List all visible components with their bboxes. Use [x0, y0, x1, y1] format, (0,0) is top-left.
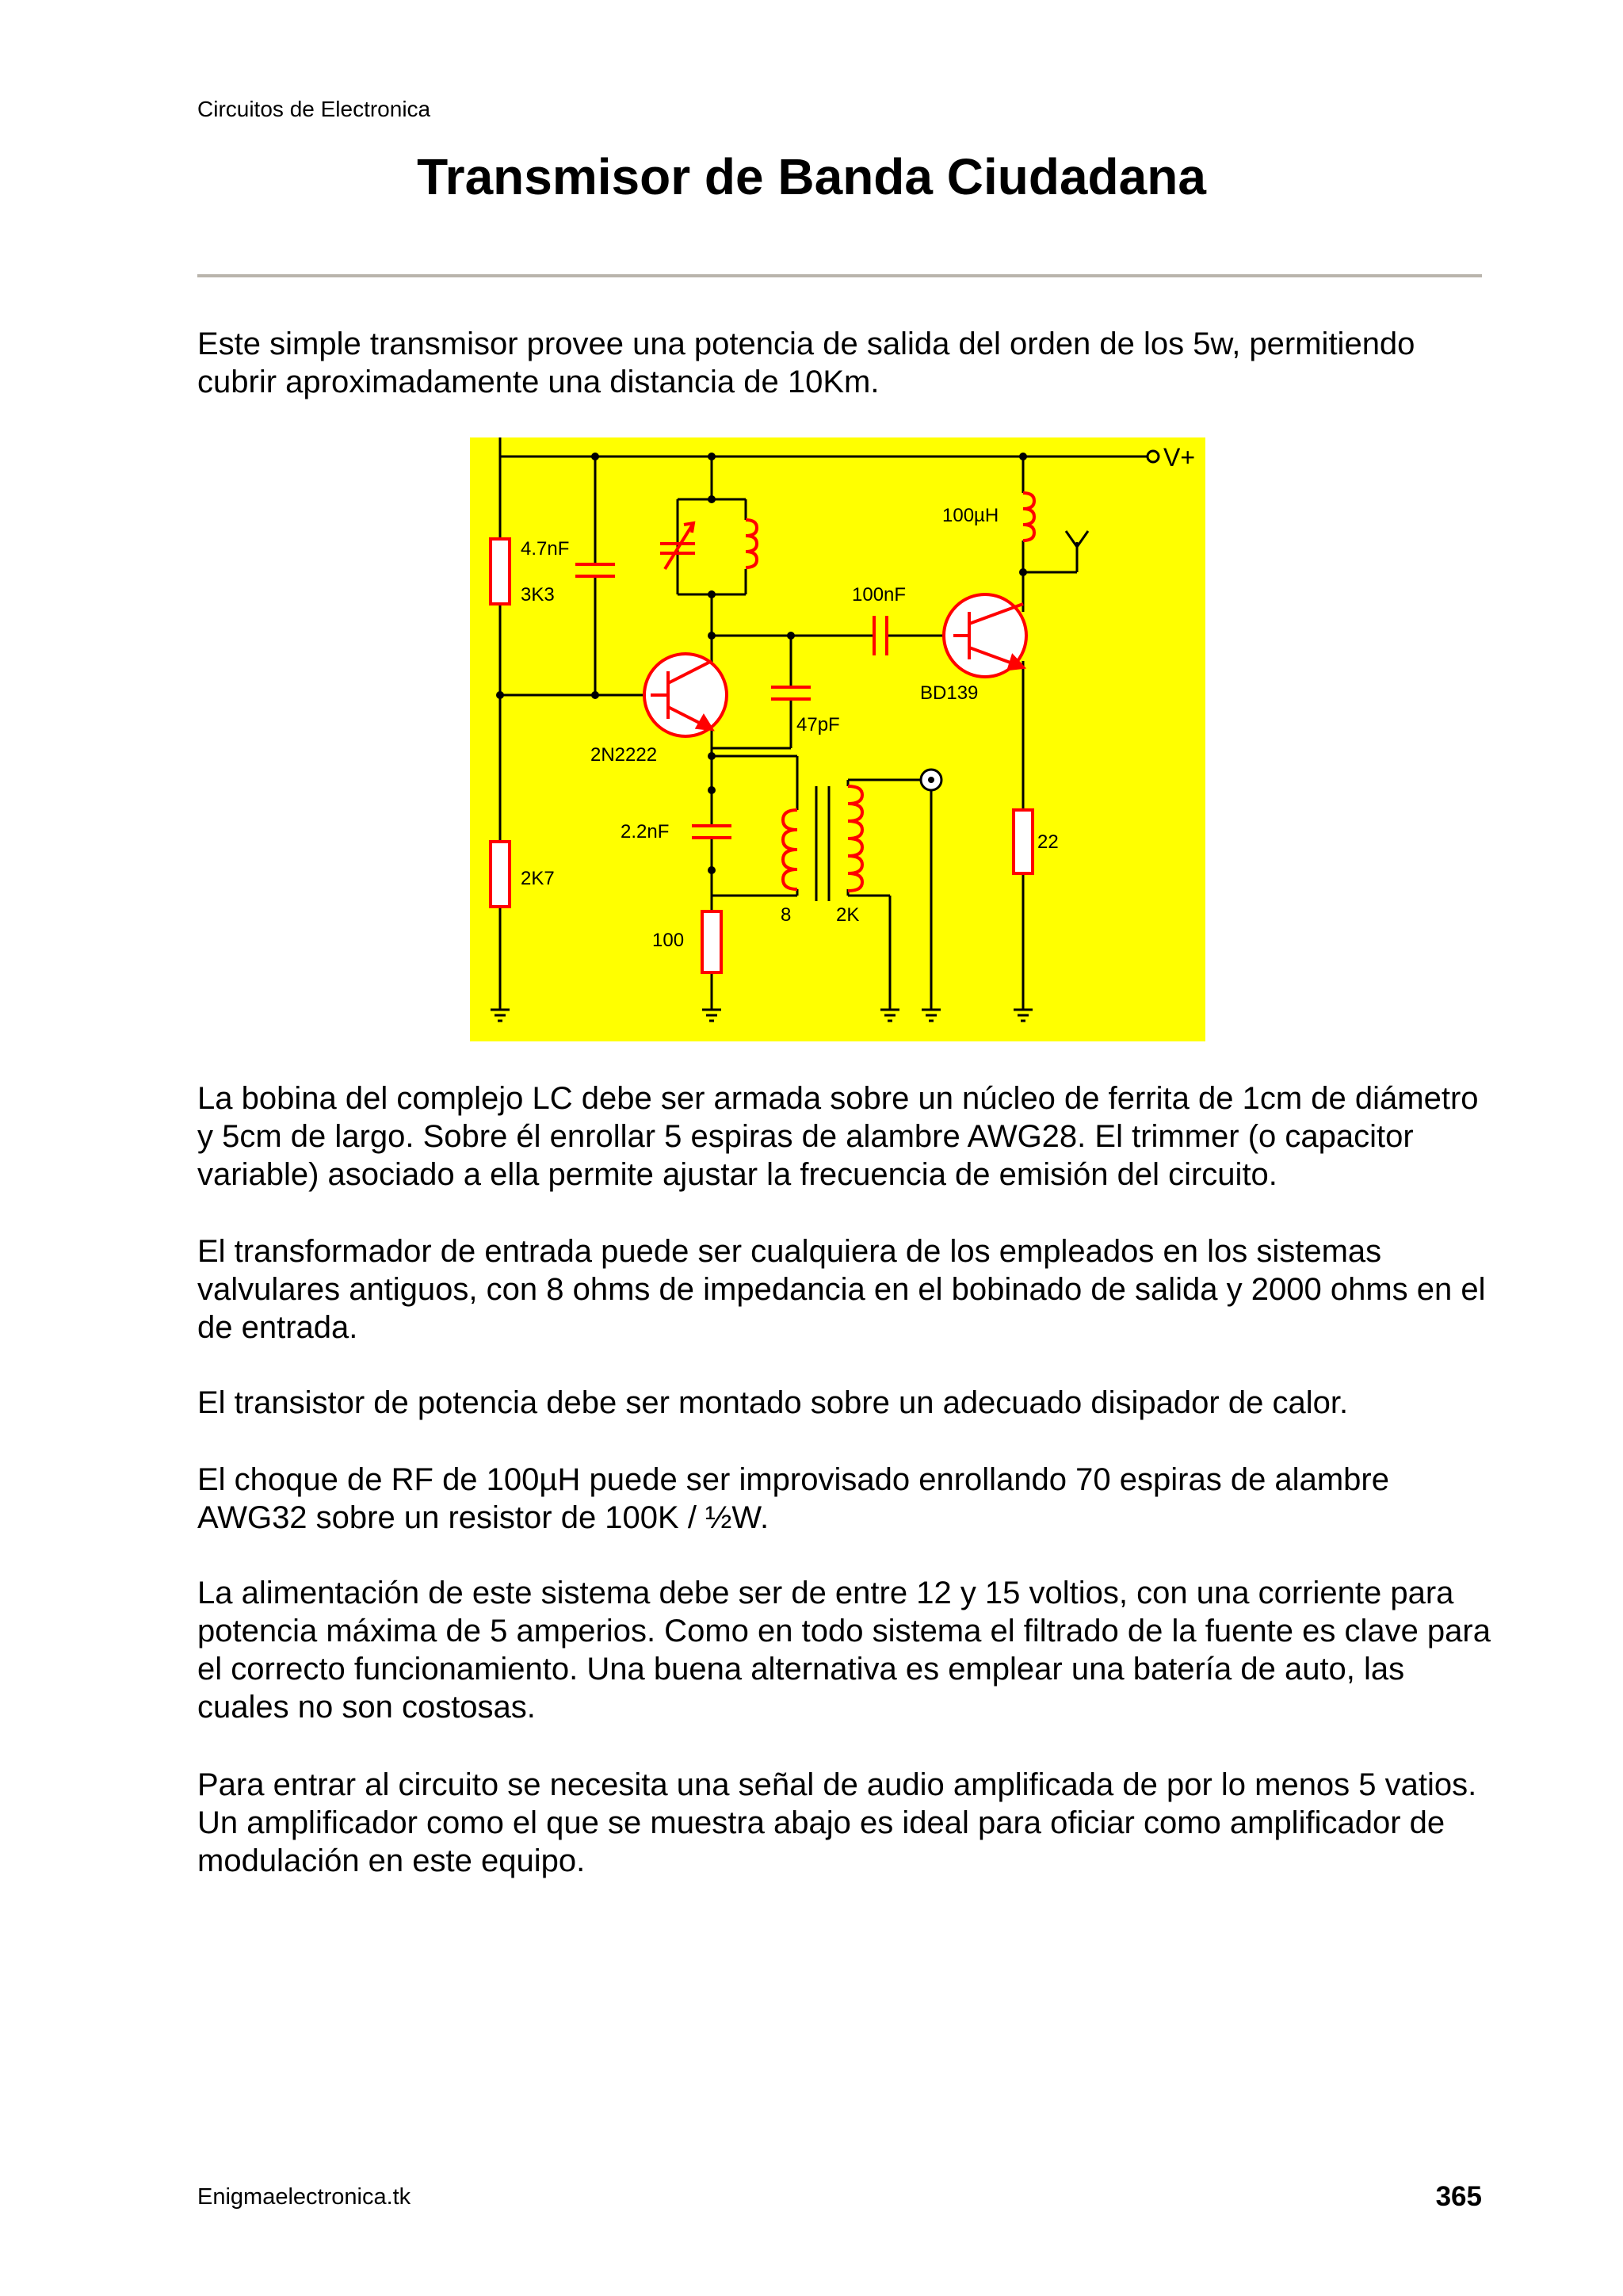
label-c1: 4.7nF: [521, 538, 570, 560]
label-c-ce: 47pF: [796, 714, 840, 735]
label-tr-primary: 8: [781, 904, 792, 926]
page-number: 365: [1435, 2181, 1482, 2212]
label-c-e: 2.2nF: [621, 821, 670, 842]
resistor-3k3: [491, 539, 510, 604]
resistor-2k7: [491, 842, 510, 907]
title-divider: [197, 274, 1482, 277]
circuit-schematic: [470, 437, 1205, 1041]
paragraph-power-supply: La alimentación de este sistema debe ser de entre 12 y 15 voltios, con una corriente para potencia máxima de 5 amperios. Como en todo sistema el filtrado de la fuente es clave para el correcto funcionamiento. Una buena alternativa es emplear una batería de auto, las cuales no son costosas.: [197, 1576, 1491, 1725]
supply-terminal: [1148, 451, 1159, 462]
page-title: Transmisor de Banda Ciudadana: [417, 148, 1206, 205]
footer-site: Enigmaelectronica.tk: [197, 2184, 411, 2210]
label-r1: 3K3: [521, 584, 555, 606]
running-header: Circuitos de Electronica: [197, 97, 431, 121]
label-tr-secondary: 2K: [836, 904, 860, 926]
resistor-22: [1014, 810, 1033, 873]
label-r2: 2K7: [521, 868, 555, 889]
paragraph-heatsink: El transistor de potencia debe ser montado sobre un adecuado disipador de calor.: [197, 1385, 1349, 1420]
label-r-out: 22: [1037, 831, 1059, 853]
label-c-coupling: 100nF: [852, 584, 907, 606]
label-q2: BD139: [920, 682, 979, 704]
paragraph-coil: La bobina del complejo LC debe ser armada sobre un núcleo de ferrita de 1cm de diámetro y 5cm de largo. Sobre él enrollar 5 espiras de alambre AWG28. El trimmer (o capacitor variable) asociado a ella permite ajustar la frecuencia de emisión del circuito.: [197, 1081, 1479, 1192]
intro-paragraph: Este simple transmisor provee una potencia de salida del orden de los 5w, permitiendo cubrir aproximadamente una distancia de 10Km.: [197, 327, 1415, 399]
supply-label: V+: [1163, 443, 1196, 472]
label-q1: 2N2222: [590, 744, 658, 766]
paragraph-rf-choke: El choque de RF de 100µH puede ser improvisado enrollando 70 espiras de alambre AWG32 sobre un resistor de 100K / ½W.: [197, 1462, 1389, 1535]
paragraph-transformer: El transformador de entrada puede ser cualquiera de los empleados en los sistemas valvulares antiguos, con 8 ohms de impedancia en el bobinado de salida y 2000 ohms en el de entrada.: [197, 1234, 1486, 1345]
paragraph-audio-input: Para entrar al circuito se necesita una señal de audio amplificada de por lo menos 5 vatios. Un amplificador como el que se muestra abajo es ideal para oficiar como amplificador de modulación en este equipo.: [197, 1767, 1477, 1878]
label-r-e: 100: [652, 930, 685, 951]
label-choke: 100µH: [942, 505, 999, 526]
schematic-background: [470, 437, 1205, 1041]
resistor-100: [702, 911, 721, 972]
